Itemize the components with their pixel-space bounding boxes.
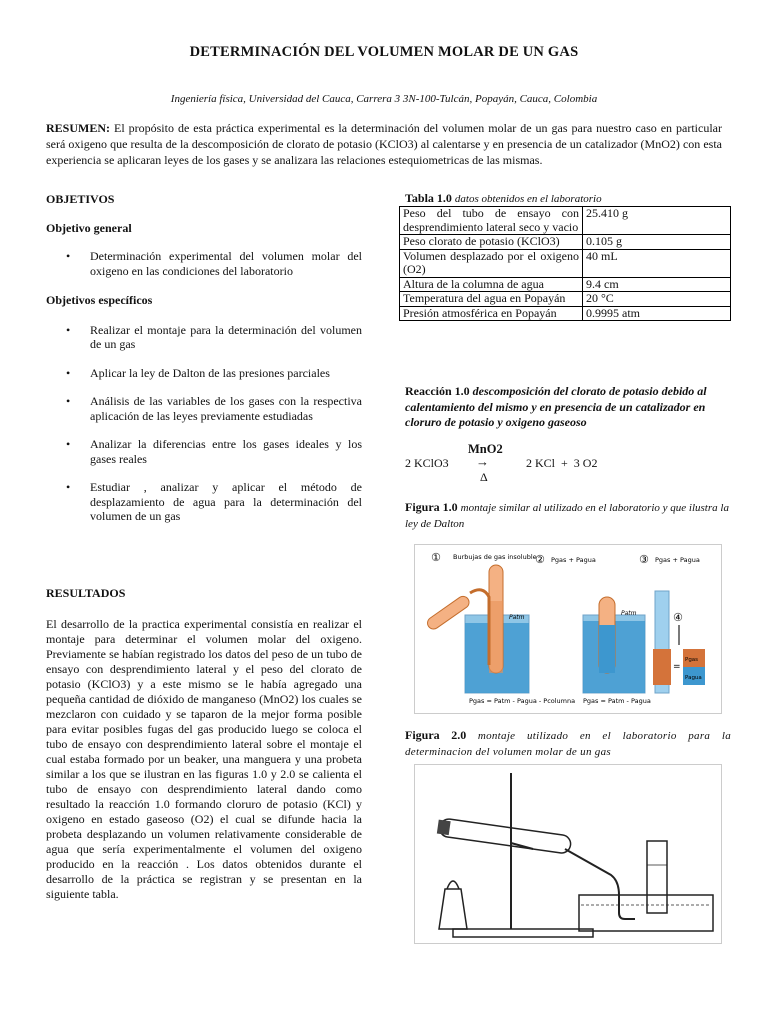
step3-marker: ③: [639, 553, 649, 566]
step3-label: Pgas + Pagua: [655, 556, 700, 564]
patm-label1: Patm: [509, 614, 525, 621]
figure1-caption: [405, 500, 731, 532]
pgas-column: [653, 649, 671, 685]
abstract-text: El propósito de esta práctica experimental es la determinación del volumen molar de un gas para nuestro caso en particular será oxigeno que resulta de la descomposición de clorato de potasio (KClO3) al calentarse y en presencia de un catalizador (MnO2) con esta experiencia se aplicaran leyes de los gases y se analizara las relaciones estequiometricas de las mismas.: [46, 121, 722, 167]
results-section: [46, 586, 362, 902]
list-item: • Estudiar , analizar y aplicar el método de desplazamiento de agua para la determinación del volumen de un gas: [46, 480, 362, 524]
step2-label: Pgas + Pagua: [551, 556, 596, 564]
list-item: • Aplicar la ley de Dalton de las presiones parciales: [46, 366, 362, 381]
abstract-label: RESUMEN:: [46, 121, 111, 135]
table-caption: [405, 191, 602, 206]
figure2-caption-text: montaje utilizado en el laboratorio para la determinacion del volumen molar de un gas: [405, 730, 732, 758]
figure1-diagram: [414, 544, 722, 714]
table-cell-value: 0.9995 atm: [583, 306, 731, 321]
catalyst-label: MnO2: [468, 442, 503, 456]
pagua-bar-label: Pagua: [685, 675, 702, 681]
table-cell-label: Peso clorato de potasio (KClO3): [400, 235, 583, 250]
equation-right: Pgas = Patm - Pagua: [583, 697, 651, 705]
table-row: [400, 235, 731, 250]
equals-sign: =: [673, 662, 681, 672]
results-text: El desarrollo de la practica experimental consistía en realizar el montaje para determinar el volumen molar del oxigeno. Previamente se habían registrado los datos del peso de un tubo de ensayo con desprendimiento lateral y el peso del clorato de potasio (KClO3) y a este mismo se le había agregado una pequeña cantidad de dióxido de manganeso (MnO2) los cuales se mezclaron con cuidado y se taparon de la mejor forma posible para evitar posibles fugas del gas producido luego se coloca el tubo de ensayo con desprendimiento lateral sobre el montaje el cual estaba formado por un beaker, una manguera y una probeta similar a los que se ilustran en las figuras 1.0 y 2.0 se calienta el tubo de ensayo con desprendimiento lateral dando como resultado la reacción 1.0 formando cloruro de potasio (KCl) y oxigeno en estado gaseoso (O2) el cual se difunde hacia la probeta desplazando un volumen relativamente considerable de agua que sería experimentalmente el volumen del oxigeno producido en la reacción . Los datos obtenidos durante el desarrollo de la práctica se registran y se presentan en la siguiente tabla.: [46, 616, 362, 901]
reaction-label: Reacción 1.0: [405, 384, 470, 398]
step4-marker: ④: [673, 611, 683, 624]
specific-objectives-list: [46, 323, 362, 524]
step1-label: Burbujas de gas insoluble: [453, 553, 537, 561]
results-heading: RESULTADOS: [46, 586, 126, 600]
pgas-bar-label: Pgas: [685, 657, 699, 663]
left-column: [46, 192, 362, 524]
table-caption-label: Tabla 1.0: [405, 191, 452, 205]
patm-label2: Patm: [621, 610, 637, 617]
page-title: DETERMINACIÓN DEL VOLUMEN MOLAR DE UN GAS: [189, 44, 579, 60]
table-cell-value: 40 mL: [583, 249, 731, 277]
table-caption-text: datos obtenidos en el laboratorio: [454, 193, 602, 205]
table-row: [400, 207, 731, 235]
table-row: [400, 277, 731, 292]
list-item: • Determinación experimental del volumen molar del oxigeno en las condiciones del laboratorio: [46, 249, 362, 278]
heat-symbol: Δ: [480, 470, 488, 484]
reaction-caption: [405, 384, 731, 431]
products: 2 KCl + 3 O2: [526, 456, 598, 470]
table-cell-value: 20 °C: [583, 292, 731, 307]
table-cell-label: Volumen desplazado por el oxigeno (O2): [400, 249, 583, 277]
table-cell-value: 9.4 cm: [583, 277, 731, 292]
table-cell-label: Peso del tubo de ensayo con desprendimiento lateral seco y vacio: [400, 207, 583, 235]
figure2-label: Figura 2.0: [405, 728, 467, 742]
figure2-caption: [405, 728, 731, 760]
table-row: [400, 249, 731, 277]
step1-marker: ①: [431, 551, 441, 564]
reactant: 2 KClO3: [405, 456, 449, 470]
table-cell-label: Temperatura del agua en Popayán: [400, 292, 583, 307]
table-cell-label: Altura de la columna de agua: [400, 277, 583, 292]
data-table: [399, 206, 731, 321]
general-objective-heading: Objetivo general: [46, 220, 132, 235]
reaction-arrow: →: [476, 454, 489, 469]
equation-left: Pgas = Patm - Pagua - Pcolumna: [469, 697, 576, 705]
step2-marker: ②: [535, 553, 545, 566]
table-cell-label: Presión atmosférica en Popayán: [400, 306, 583, 321]
affiliation: Ingeniería física, Universidad del Cauca, Carrera 3 3N-100-Tulcán, Popayán, Cauca, Colombia: [170, 93, 598, 105]
list-item: • Realizar el montaje para la determinación del volumen de un gas: [46, 323, 362, 352]
table-cell-value: 25.410 g: [583, 207, 731, 235]
table-row: [400, 306, 731, 321]
general-objective-list: [46, 249, 362, 278]
specific-objectives-heading: Objetivos específicos: [46, 293, 153, 307]
table-row: [400, 292, 731, 307]
abstract: [46, 120, 722, 168]
list-item: • Analizar la diferencias entre los gases ideales y los gases reales: [46, 437, 362, 466]
reaction-text: descomposición del clorato de potasio debido al calentamiento del mismo y en presencia de un catalizador en cloruro de potasio y oxigeno gaseoso: [405, 384, 707, 429]
figure1-label: Figura 1.0: [405, 500, 458, 514]
figure2-diagram: [414, 764, 722, 944]
figure1-caption-text: montaje similar al utilizado en el laboratorio y que ilustra la ley de Dalton: [405, 502, 729, 530]
objectives-heading: OBJETIVOS: [46, 192, 115, 206]
list-item: • Análisis de las variables de los gases con la respectiva aplicación de las leyes previamente estudiadas: [46, 394, 362, 423]
table-cell-value: 0.105 g: [583, 235, 731, 250]
